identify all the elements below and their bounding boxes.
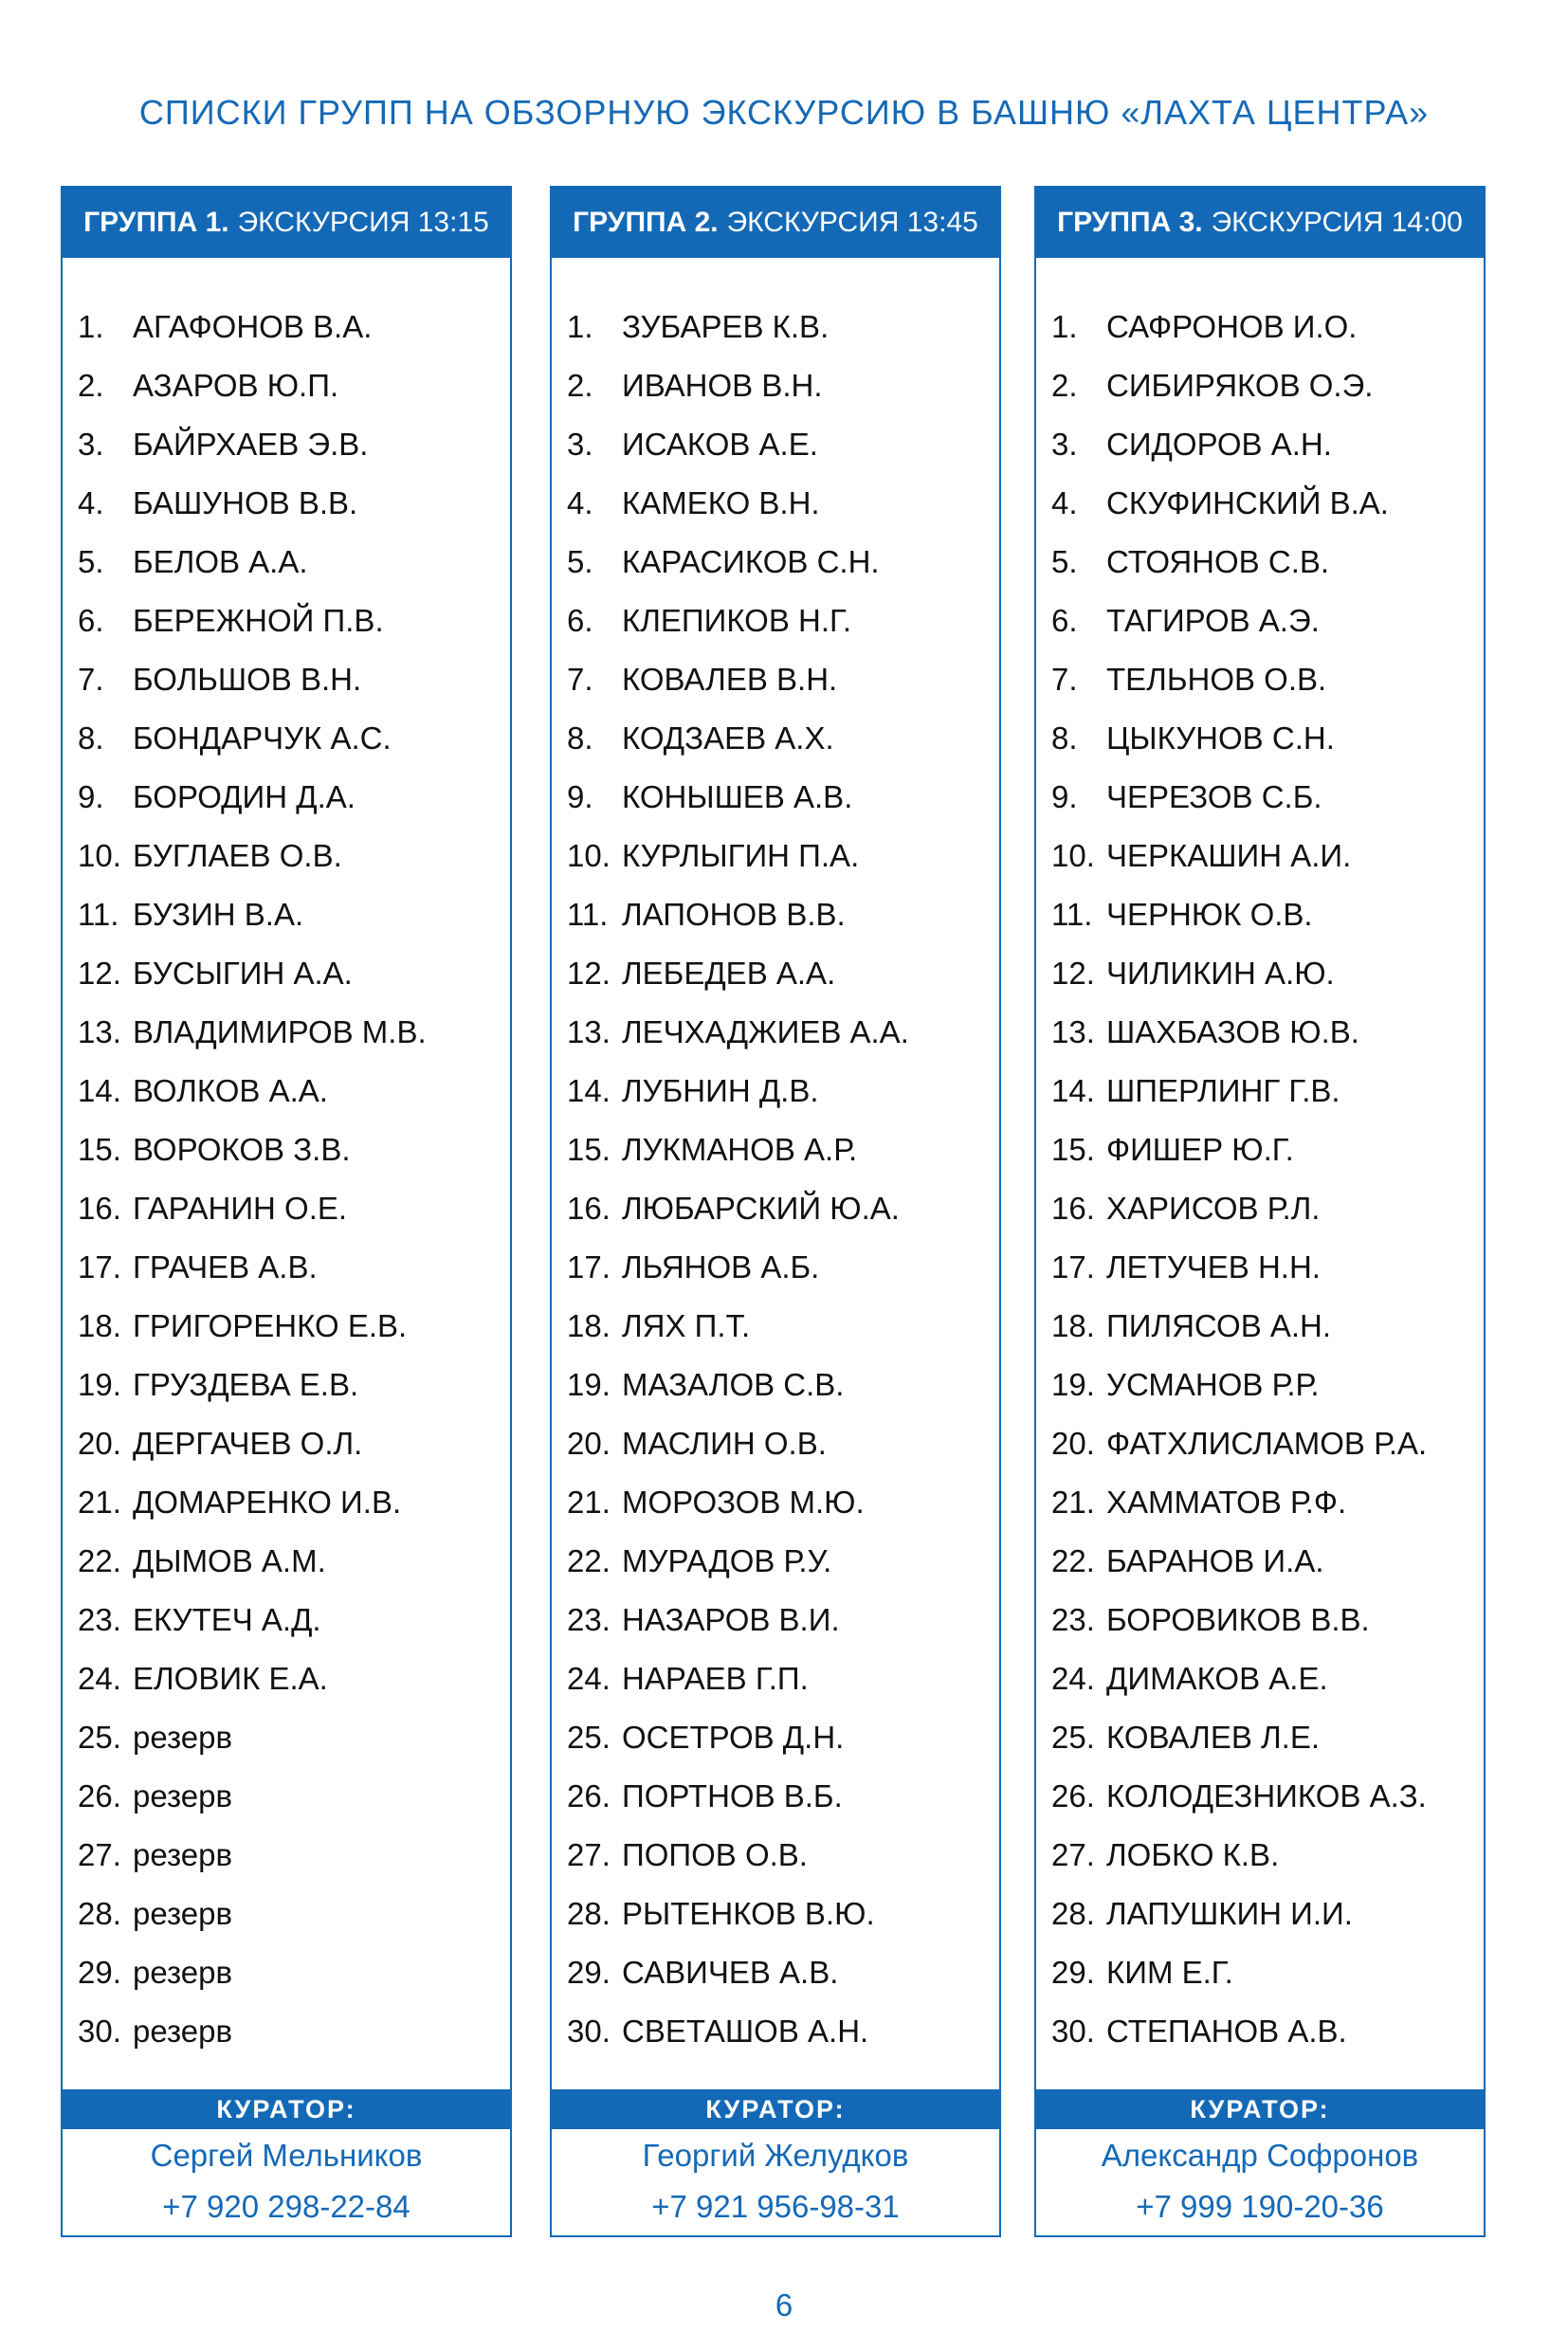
list-item-name: ЛОБКО К.В. <box>1106 1837 1280 1872</box>
list-item-name: ЛЬЯНОВ А.Б. <box>622 1249 820 1285</box>
list-item-name: КОВАЛЕВ В.Н. <box>622 662 838 697</box>
list-item <box>78 543 502 602</box>
list-item <box>78 308 502 367</box>
list-item <box>78 1072 502 1131</box>
list-item <box>1051 367 1476 426</box>
list-item-number: 14. <box>1051 1073 1095 1108</box>
list-item <box>1051 778 1476 837</box>
list-item-name: БУЗИН В.А. <box>133 897 304 932</box>
list-item-number: 20. <box>567 1426 611 1461</box>
list-item-name: резерв <box>133 1720 232 1755</box>
list-item-number: 3. <box>78 427 104 462</box>
list-item-number: 2. <box>78 368 104 403</box>
list-item-name: ИСАКОВ А.Е. <box>622 427 818 462</box>
list-item-number: 13. <box>78 1014 121 1049</box>
list-item-number: 7. <box>1051 662 1078 697</box>
list-item <box>78 955 502 1013</box>
list-item-number: 12. <box>567 956 611 991</box>
list-item-name: САФРОНОВ И.О. <box>1106 309 1358 344</box>
list-item <box>1051 661 1476 720</box>
list-item-name: ЛЯХ П.Т. <box>622 1308 751 1343</box>
list-item <box>567 1013 992 1072</box>
list-item-number: 2. <box>1051 368 1078 403</box>
list-item-number: 28. <box>1051 1896 1095 1931</box>
list-item-number: 6. <box>567 603 593 638</box>
list-item-number: 22. <box>1051 1543 1095 1578</box>
list-item <box>1051 1131 1476 1190</box>
list-item-name: АЗАРОВ Ю.П. <box>133 368 339 403</box>
list-item-number: 18. <box>78 1308 121 1343</box>
list-item-number: 3. <box>567 427 593 462</box>
list-item-name: БОНДАРЧУК А.С. <box>133 720 392 756</box>
list-item-number: 1. <box>1051 309 1078 344</box>
list-item-name: ЛЕБЕДЕВ А.А. <box>622 956 836 991</box>
list-item-number: 6. <box>78 603 104 638</box>
list-item <box>567 1895 992 1954</box>
list-item-name: ХАММАТОВ Р.Ф. <box>1106 1485 1347 1520</box>
list-item-name: ДЕРГАЧЕВ О.Л. <box>133 1426 363 1461</box>
list-item-name: ЛЕТУЧЕВ Н.Н. <box>1106 1249 1321 1285</box>
curator-label: КУРАТОР: <box>1036 2089 1484 2129</box>
list-item-number: 15. <box>567 1132 611 1167</box>
list-item-name: ХАРИСОВ Р.Л. <box>1106 1191 1321 1226</box>
list-item <box>1051 426 1476 484</box>
list-item-name: ТАГИРОВ А.Э. <box>1106 603 1320 638</box>
list-item-number: 22. <box>567 1543 611 1578</box>
list-item <box>567 661 992 720</box>
list-item <box>78 602 502 661</box>
list-item-name: ВОРОКОВ З.В. <box>133 1132 351 1167</box>
list-item-name: ГРАЧЕВ А.В. <box>133 1249 318 1285</box>
list-item-name: ПОПОВ О.В. <box>622 1837 808 1872</box>
list-item-name: ЧЕРНЮК О.В. <box>1106 897 1313 932</box>
list-item-name: УСМАНОВ Р.Р. <box>1106 1367 1320 1402</box>
list-item-number: 15. <box>1051 1132 1095 1167</box>
list-item <box>78 1307 502 1366</box>
list-item <box>567 1954 992 2013</box>
list-item-number: 18. <box>567 1308 611 1343</box>
list-item-name: ВЛАДИМИРОВ М.В. <box>133 1014 427 1049</box>
group-card <box>61 186 512 2237</box>
list-item <box>1051 308 1476 367</box>
list-item-name: КИМ Е.Г. <box>1106 1955 1233 1990</box>
curator-label: КУРАТОР: <box>552 2089 999 2129</box>
list-item-number: 16. <box>1051 1191 1095 1226</box>
list-item <box>1051 1895 1476 1954</box>
list-item <box>78 1719 502 1777</box>
curator-name: Александр Софронов <box>1101 2138 1419 2173</box>
list-item-number: 4. <box>1051 485 1078 520</box>
list-item-number: 1. <box>567 309 593 344</box>
member-list <box>78 308 502 2071</box>
list-item-number: 27. <box>78 1837 121 1872</box>
list-item-name: САВИЧЕВ А.В. <box>622 1955 839 1990</box>
list-item <box>78 837 502 896</box>
list-item <box>1051 543 1476 602</box>
list-item <box>567 955 992 1013</box>
list-item-name: ПИЛЯСОВ А.Н. <box>1106 1308 1332 1343</box>
list-item-number: 4. <box>567 485 593 520</box>
list-item <box>78 367 502 426</box>
list-item-name: ЧИЛИКИН А.Ю. <box>1106 956 1335 991</box>
list-item-number: 5. <box>567 544 593 579</box>
list-item-number: 5. <box>78 544 104 579</box>
list-item <box>78 1131 502 1190</box>
list-item-name: БОЛЬШОВ В.Н. <box>133 662 362 697</box>
list-item-number: 8. <box>1051 720 1078 756</box>
list-item <box>567 367 992 426</box>
list-item-number: 23. <box>567 1602 611 1637</box>
list-item <box>567 1307 992 1366</box>
list-item-number: 16. <box>78 1191 121 1226</box>
list-item-name: БАРАНОВ И.А. <box>1106 1543 1324 1578</box>
list-item-number: 10. <box>1051 838 1095 873</box>
list-item-name: ПОРТНОВ В.Б. <box>622 1778 843 1813</box>
list-item <box>1051 1248 1476 1307</box>
group-name: ГРУППА 3. <box>1057 207 1203 238</box>
list-item-number: 25. <box>1051 1720 1095 1755</box>
list-item <box>1051 837 1476 896</box>
member-list <box>1051 308 1476 2071</box>
list-item-name: резерв <box>133 1955 232 1990</box>
list-item <box>78 1013 502 1072</box>
list-item <box>567 778 992 837</box>
list-item-name: ЕЛОВИК Е.А. <box>133 1661 328 1696</box>
list-item-name: СИБИРЯКОВ О.Э. <box>1106 368 1374 403</box>
curator-block <box>1036 2089 1484 2235</box>
list-item <box>1051 484 1476 543</box>
curator-phone[interactable]: +7 921 956-98-31 <box>651 2189 900 2224</box>
list-item-name: ЧЕРЕЗОВ С.Б. <box>1106 779 1322 814</box>
group-name: ГРУППА 2. <box>573 207 719 238</box>
list-item <box>78 661 502 720</box>
list-item <box>567 484 992 543</box>
list-item-number: 25. <box>78 1720 121 1755</box>
group-excursion-time: ЭКСКУРСИЯ 13:45 <box>726 207 978 238</box>
list-item-number: 24. <box>567 1661 611 1696</box>
list-item <box>567 1484 992 1542</box>
list-item-number: 24. <box>78 1661 121 1696</box>
list-item <box>567 1542 992 1601</box>
list-item <box>567 543 992 602</box>
list-item-number: 7. <box>78 662 104 697</box>
group-card <box>550 186 1001 2237</box>
list-item <box>1051 1013 1476 1072</box>
list-item <box>78 1660 502 1719</box>
list-item-name: РЫТЕНКОВ В.Ю. <box>622 1896 875 1931</box>
group-header <box>1036 188 1484 258</box>
list-item-number: 15. <box>78 1132 121 1167</box>
list-item-number: 12. <box>78 956 121 991</box>
list-item-number: 27. <box>1051 1837 1095 1872</box>
list-item-number: 26. <box>78 1778 121 1813</box>
group-header <box>63 188 510 258</box>
list-item <box>1051 1484 1476 1542</box>
list-item-number: 21. <box>78 1485 121 1520</box>
list-item <box>567 1660 992 1719</box>
list-item-name: ШАХБАЗОВ Ю.В. <box>1106 1014 1359 1049</box>
list-item-name: ФИШЕР Ю.Г. <box>1106 1132 1294 1167</box>
list-item <box>567 1366 992 1425</box>
list-item-name: СТОЯНОВ С.В. <box>1106 544 1330 579</box>
list-item-name: МАСЛИН О.В. <box>622 1426 827 1461</box>
list-item-number: 22. <box>78 1543 121 1578</box>
list-item-number: 19. <box>1051 1367 1095 1402</box>
list-item <box>78 1425 502 1484</box>
list-item-name: КЛЕПИКОВ Н.Г. <box>622 603 852 638</box>
list-item <box>567 1131 992 1190</box>
curator-name: Георгий Желудков <box>642 2138 909 2173</box>
list-item-name: ЛЕЧХАДЖИЕВ А.А. <box>622 1014 909 1049</box>
list-item-number: 6. <box>1051 603 1078 638</box>
list-item-number: 14. <box>78 1073 121 1108</box>
list-item-number: 21. <box>567 1485 611 1520</box>
list-item-name: КОДЗАЕВ А.Х. <box>622 720 834 756</box>
list-item <box>1051 1719 1476 1777</box>
list-item <box>567 1836 992 1895</box>
list-item-number: 21. <box>1051 1485 1095 1520</box>
list-item <box>567 2013 992 2071</box>
list-item <box>1051 602 1476 661</box>
list-item-name: МАЗАЛОВ С.В. <box>622 1367 845 1402</box>
list-item <box>78 1248 502 1307</box>
group-card <box>1034 186 1486 2237</box>
list-item-name: ТЕЛЬНОВ О.В. <box>1106 662 1327 697</box>
list-item-number: 9. <box>78 779 104 814</box>
list-item <box>78 484 502 543</box>
list-item <box>1051 896 1476 955</box>
list-item-name: НАЗАРОВ В.И. <box>622 1602 840 1637</box>
list-item-name: КУРЛЫГИН П.А. <box>622 838 860 873</box>
list-item <box>567 837 992 896</box>
list-item-name: БЕРЕЖНОЙ П.В. <box>133 603 384 638</box>
group-excursion-time: ЭКСКУРСИЯ 14:00 <box>1211 207 1463 238</box>
list-item-number: 17. <box>78 1249 121 1285</box>
list-item-name: ЧЕРКАШИН А.И. <box>1106 838 1352 873</box>
list-item-name: ОСЕТРОВ Д.Н. <box>622 1720 845 1755</box>
list-item <box>567 602 992 661</box>
list-item-name: ВОЛКОВ А.А. <box>133 1073 328 1108</box>
list-item-number: 25. <box>567 1720 611 1755</box>
list-item-name: КОНЫШЕВ А.В. <box>622 779 853 814</box>
list-item-name: резерв <box>133 2014 232 2049</box>
list-item-number: 13. <box>567 1014 611 1049</box>
list-item-number: 23. <box>78 1602 121 1637</box>
curator-name: Сергей Мельников <box>150 2138 423 2173</box>
list-item <box>1051 1660 1476 1719</box>
list-item <box>78 1895 502 1954</box>
list-item <box>78 720 502 778</box>
list-item <box>78 778 502 837</box>
group-excursion-time: ЭКСКУРСИЯ 13:15 <box>237 207 489 238</box>
list-item <box>1051 1307 1476 1366</box>
list-item-number: 19. <box>567 1367 611 1402</box>
list-item-number: 17. <box>567 1249 611 1285</box>
list-item <box>567 1190 992 1248</box>
list-item <box>1051 720 1476 778</box>
list-item <box>567 1072 992 1131</box>
list-item-number: 28. <box>567 1896 611 1931</box>
list-item-name: СИДОРОВ А.Н. <box>1106 427 1332 462</box>
list-item-name: ГАРАНИН О.Е. <box>133 1191 348 1226</box>
list-item-number: 5. <box>1051 544 1078 579</box>
list-item-number: 29. <box>78 1955 121 1990</box>
list-item-name: БЕЛОВ А.А. <box>133 544 308 579</box>
list-item-number: 26. <box>567 1778 611 1813</box>
list-item-name: КАМЕКО В.Н. <box>622 485 820 520</box>
list-item <box>78 1836 502 1895</box>
list-item-name: резерв <box>133 1837 232 1872</box>
list-item-number: 27. <box>567 1837 611 1872</box>
list-item <box>567 1719 992 1777</box>
list-item-name: ЗУБАРЕВ К.В. <box>622 309 830 344</box>
list-item <box>567 1425 992 1484</box>
list-item-name: ГРУЗДЕВА Е.В. <box>133 1367 359 1402</box>
list-item-number: 13. <box>1051 1014 1095 1049</box>
list-item-number: 8. <box>78 720 104 756</box>
list-item-name: КОЛОДЕЗНИКОВ А.З. <box>1106 1778 1427 1813</box>
list-item-name: БУГЛАЕВ О.В. <box>133 838 342 873</box>
list-item-number: 20. <box>78 1426 121 1461</box>
list-item <box>567 720 992 778</box>
list-item <box>1051 1777 1476 1836</box>
list-item <box>1051 1542 1476 1601</box>
list-item-name: ДЫМОВ А.М. <box>133 1543 326 1578</box>
list-item-name: ДИМАКОВ А.Е. <box>1106 1661 1328 1696</box>
list-item <box>78 1484 502 1542</box>
list-item-name: ЦЫКУНОВ С.Н. <box>1106 720 1335 756</box>
curator-block <box>63 2089 510 2235</box>
list-item-name: резерв <box>133 1896 232 1931</box>
page-number: 6 <box>775 2287 793 2323</box>
list-item <box>567 1601 992 1660</box>
list-item-number: 7. <box>567 662 593 697</box>
list-item-number: 1. <box>78 309 104 344</box>
list-item-name: БОРОДИН Д.А. <box>133 779 356 814</box>
list-item-name: ЛЮБАРСКИЙ Ю.А. <box>622 1191 900 1226</box>
list-item-number: 8. <box>567 720 593 756</box>
list-item-number: 30. <box>1051 2014 1095 2049</box>
list-item-number: 10. <box>567 838 611 873</box>
list-item-name: ЛУБНИН Д.В. <box>622 1073 819 1108</box>
list-item-number: 16. <box>567 1191 611 1226</box>
list-item-name: БУСЫГИН А.А. <box>133 956 353 991</box>
list-item-name: ШПЕРЛИНГ Г.В. <box>1106 1073 1340 1108</box>
list-item-number: 9. <box>1051 779 1078 814</box>
list-item-number: 23. <box>1051 1602 1095 1637</box>
list-item-number: 9. <box>567 779 593 814</box>
list-item-number: 12. <box>1051 956 1095 991</box>
list-item <box>78 896 502 955</box>
list-item-name: ГРИГОРЕНКО Е.В. <box>133 1308 408 1343</box>
list-item <box>78 1542 502 1601</box>
list-item <box>78 426 502 484</box>
list-item-number: 30. <box>78 2014 121 2049</box>
list-item-name: СВЕТАШОВ А.Н. <box>622 2014 869 2049</box>
list-item <box>1051 1366 1476 1425</box>
list-item-number: 11. <box>1051 897 1093 932</box>
list-item-name: БОРОВИКОВ В.В. <box>1106 1602 1370 1637</box>
list-item <box>1051 1190 1476 1248</box>
list-item-name: КАРАСИКОВ С.Н. <box>622 544 880 579</box>
list-item-number: 14. <box>567 1073 611 1108</box>
list-item-number: 10. <box>78 838 121 873</box>
list-item-name: резерв <box>133 1778 232 1813</box>
list-item-number: 30. <box>567 2014 611 2049</box>
list-item-number: 4. <box>78 485 104 520</box>
curator-phone[interactable]: +7 920 298-22-84 <box>162 2189 410 2224</box>
page-title: СПИСКИ ГРУПП НА ОБЗОРНУЮ ЭКСКУРСИЮ В БАШНЮ «ЛАХТА ЦЕНТРА» <box>138 93 1430 132</box>
list-item <box>1051 1836 1476 1895</box>
list-item-number: 26. <box>1051 1778 1095 1813</box>
list-item-name: МОРОЗОВ М.Ю. <box>622 1485 865 1520</box>
list-item-number: 20. <box>1051 1426 1095 1461</box>
list-item-name: СТЕПАНОВ А.В. <box>1106 2014 1347 2049</box>
list-item <box>567 1248 992 1307</box>
list-item <box>78 1777 502 1836</box>
list-item <box>78 1190 502 1248</box>
list-item-number: 28. <box>78 1896 121 1931</box>
list-item-name: БАЙРХАЕВ Э.В. <box>133 427 369 462</box>
list-item-number: 11. <box>567 897 609 932</box>
list-item-number: 19. <box>78 1367 121 1402</box>
list-item-number: 3. <box>1051 427 1078 462</box>
list-item <box>78 2013 502 2071</box>
list-item-name: МУРАДОВ Р.У. <box>622 1543 832 1578</box>
list-item <box>1051 1425 1476 1484</box>
group-header <box>552 188 999 258</box>
list-item <box>567 896 992 955</box>
list-item-name: АГАФОНОВ В.А. <box>133 309 373 344</box>
list-item-name: ЛУКМАНОВ А.Р. <box>622 1132 858 1167</box>
list-item-number: 17. <box>1051 1249 1095 1285</box>
list-item-number: 29. <box>1051 1955 1095 1990</box>
list-item <box>78 1366 502 1425</box>
list-item-name: БАШУНОВ В.В. <box>133 485 358 520</box>
list-item <box>78 1954 502 2013</box>
list-item-name: ИВАНОВ В.Н. <box>622 368 823 403</box>
list-item-number: 24. <box>1051 1661 1095 1696</box>
curator-label: КУРАТОР: <box>63 2089 510 2129</box>
list-item-name: ЕКУТЕЧ А.Д. <box>133 1602 321 1637</box>
list-item <box>1051 955 1476 1013</box>
member-list <box>567 308 992 2071</box>
list-item <box>1051 1072 1476 1131</box>
list-item <box>567 308 992 367</box>
list-item <box>1051 1954 1476 2013</box>
curator-phone[interactable]: +7 999 190-20-36 <box>1136 2189 1384 2224</box>
list-item-name: ДОМАРЕНКО И.В. <box>133 1485 402 1520</box>
list-item <box>567 1777 992 1836</box>
group-name: ГРУППА 1. <box>83 207 229 238</box>
curator-block <box>552 2089 999 2235</box>
list-item-name: ЛАПУШКИН И.И. <box>1106 1896 1353 1931</box>
list-item-name: НАРАЕВ Г.П. <box>622 1661 809 1696</box>
list-item <box>78 1601 502 1660</box>
list-item-name: ЛАПОНОВ В.В. <box>622 897 846 932</box>
list-item-name: ФАТХЛИСЛАМОВ Р.А. <box>1106 1426 1428 1461</box>
list-item-name: КОВАЛЕВ Л.Е. <box>1106 1720 1321 1755</box>
list-item-number: 29. <box>567 1955 611 1990</box>
list-item-number: 11. <box>78 897 119 932</box>
list-item <box>567 426 992 484</box>
list-item <box>1051 2013 1476 2071</box>
list-item-name: СКУФИНСКИЙ В.А. <box>1106 485 1389 520</box>
list-item-number: 2. <box>567 368 593 403</box>
list-item-number: 18. <box>1051 1308 1095 1343</box>
list-item <box>1051 1601 1476 1660</box>
